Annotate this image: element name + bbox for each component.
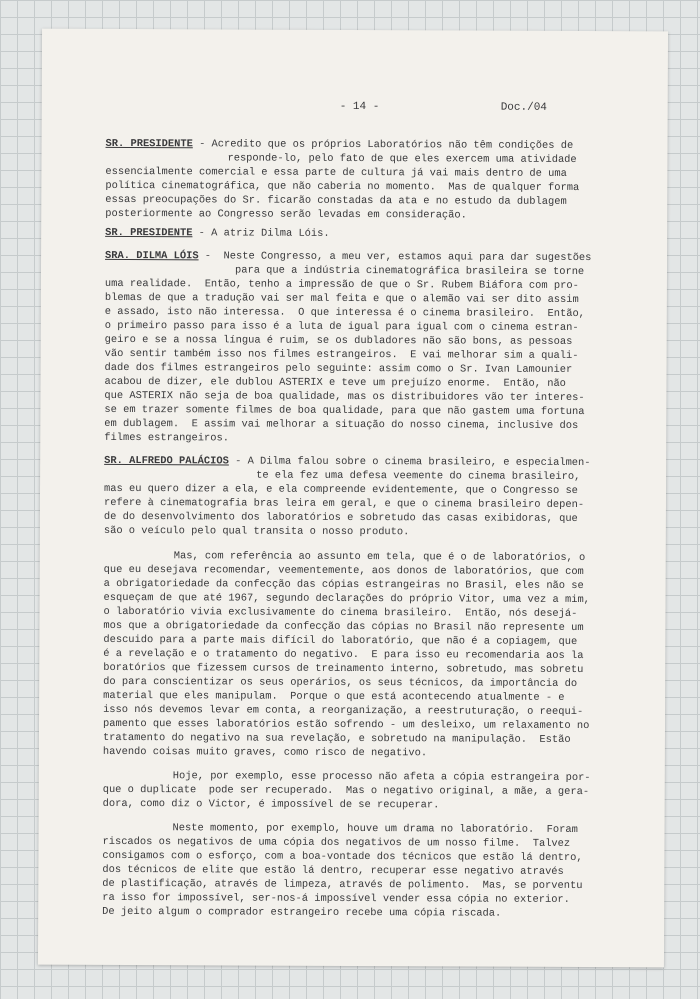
paragraph-line: Neste momento, por exemplo, houve um drama no laboratório. Foram <box>172 822 578 836</box>
speech-line: política cinematográfica, que não caberia no momento. Mas de qualquer forma <box>105 179 580 194</box>
paragraph-line: pamento que esses laboratórios estão sofrendo - um desleixo, um relaxamento no <box>102 717 590 733</box>
paragraph-line: riscados os negativos de uma cópia dos negativos de um nosso filme. Talvez <box>102 835 571 850</box>
paragraph-line: é a revelação e o tratamento do negativo. E para isso eu recomendaria aos la <box>103 647 584 663</box>
speech-line: essas preocupações do Sr. ficarão constadas da ata e no estudo da dublagem <box>105 193 567 208</box>
paragraph-line: isso nós devemos levar em conta, a reorganização, a reestruturação, o reequi- <box>103 703 584 719</box>
paragraph-line: que eu desejava recomendar, veementemente, aos donos de laboratórios, que com <box>103 563 584 579</box>
speech-line: te ela fez uma defesa veemente do cinema brasileiro, <box>256 469 581 483</box>
document-page <box>38 29 668 968</box>
paragraph-line: boratórios que fizessem cursos de treinamento interno, sobretudo, mas sobretu <box>103 661 584 677</box>
paragraph-line: de plastificação, através de limpeza, através de polimento. Mas, se porventu <box>102 877 583 893</box>
paragraph-line: havendo coisas muito graves, como risco de negativo. <box>102 745 428 760</box>
paragraph-line: mos que a obrigatoriedade da confecção das cópias no Brasil não represente um <box>103 619 584 635</box>
speech-line: que ASTERIX não seja de boa qualidade, mas os distribuidores vão ter interes- <box>104 389 585 405</box>
speech-line: em dublagem. E assim vai melhorar a situação do nosso cinema, inclusive dos <box>104 417 579 432</box>
speech-line: se em trazer somente filmes de boa qualidade, para que não gastem uma fortuna <box>104 403 585 419</box>
speaker-line <box>106 137 574 153</box>
paragraph-line: De jeito algum o comprador estrangeiro recebe uma cópia riscada. <box>102 905 502 920</box>
paragraph-line: dos técnicos de elite que estão lá dentro, recuperar esse negativo através <box>102 863 564 878</box>
speech-line: blemas de que a tradução vai ser mal feita e que o alemão vai ser dito assim <box>104 291 579 306</box>
paragraph-line: material que eles manipulam. Porque o que está acontecendo atualmente - e <box>103 689 565 704</box>
speech-line: posteriormente ao Congresso serão levadas em consideração. <box>105 207 467 222</box>
page-number: - 14 - <box>339 100 380 114</box>
speech-line: uma realidade. Então, tenho a impressão de que o Sr. Rubem Biáfora com pro- <box>104 277 579 292</box>
paragraph-line: consigamos com o esforço, com a boa-vontade dos técnicos que estão lá dentro, <box>102 849 583 865</box>
speaker-name: SR. ALFREDO PALÁCIOS <box>104 454 229 468</box>
speech-line: para que a indústria cinematográfica brasileira se torne <box>234 264 585 279</box>
speech-line: de do desenvolvimento dos laboratórios e sobretudo das casas exibidoras, que <box>103 510 578 525</box>
paragraph-line: a obrigatoriedade da confecção das cópias estrangeiras no Brasil, eles não se <box>103 577 584 593</box>
speech-line: geiro e se a nossa língua é ruim, se os dubladores não são bons, as pessoas <box>104 333 573 348</box>
paragraph-line: dora, como diz o Victor, é impossível de se recuperar. <box>102 797 440 812</box>
speech-line: dade dos filmes estrangeiros pelo seguinte: assim como o Sr. Ivan Lamounier <box>104 361 573 376</box>
paragraph-line: tratamento do negativo na sua revelação, e sobretudo na manipulação. Estão <box>102 731 571 746</box>
speech-line: acabou de dizer, ele dublou ASTERIX e teve um prejuízo enorme. Então, não <box>104 375 566 390</box>
speech-line: filmes estrangeiros. <box>104 431 230 445</box>
speech-text: - A Dilma falou sobre o cinema brasileiro, e especialmen- <box>228 455 591 470</box>
speech-line: e assado, isto não interessa. O que interessa é o cinema brasileiro. Então, <box>104 305 585 321</box>
speech-line: essencialmente comercial e essa parte de cultura já vai mais dentro de uma <box>105 165 567 180</box>
paragraph-line: descuido para a parte mais difícil do laboratório, que não é a copiagem, que <box>103 633 578 648</box>
speech-line: são o veículo pelo qual transita o nosso produto. <box>103 524 410 539</box>
document-reference: Doc./04 <box>500 101 547 114</box>
speaker-line <box>105 249 591 265</box>
speaker-name: SR. PRESIDENTE <box>105 137 193 151</box>
paragraph-line: do para conscientizar os seus operários, os seus técnicos, da importância do <box>103 675 578 690</box>
speech-line: refere à cinematografia bras leira em geral, e que o cinema brasileiro depen- <box>103 496 585 512</box>
paragraph-line: Hoje, por exemplo, esse processo não afeta a cópia estrangeira por- <box>172 770 591 785</box>
paragraph-line: Mas, com referência ao assunto em tela, que é o de laboratórios, o <box>173 550 586 565</box>
speech-line: o primeiro passo para isso é a luta de igual para igual com o cinema estran- <box>104 319 579 334</box>
speaker-name: SRA. DILMA LÓIS <box>105 249 199 263</box>
speech-line: vão sentir também isso nos filmes estrangeiros. E vai melhorar sim a quali- <box>104 347 579 362</box>
paragraph-line: que o duplicate pode ser recuperado. Mas o negativo original, a mãe, a gera- <box>102 783 590 799</box>
speech-text: - Acredito que os próprios Laboratórios não têm condições de <box>192 138 574 152</box>
speaker-line <box>105 226 330 241</box>
speaker-line <box>104 454 590 470</box>
speech-line: mas eu quero dizer a ela, e ela compreende evidentemente, que o Congresso se <box>104 482 578 497</box>
speech-line: responde-lo, pelo fato de que eles exercem uma atividade <box>227 152 577 166</box>
paragraph-line: o laboratório vivia exclusivamente do cinema brasileiro. Então, nós desejá- <box>103 605 578 620</box>
speech-text: - Neste Congresso, a meu ver, estamos aqui para dar sugestões <box>198 250 592 265</box>
speaker-name: SR. PRESIDENTE <box>105 226 193 240</box>
speech-text: - A atriz Dilma Lóis. <box>192 227 330 240</box>
paragraph-line: ra isso for impossível, ser-nos-á impossível vender essa cópia no exterior. <box>102 891 570 906</box>
paragraph-line: esqueçam de que até 1967, segundo declarações do próprio Vitor, uma vez a mim, <box>103 591 590 607</box>
